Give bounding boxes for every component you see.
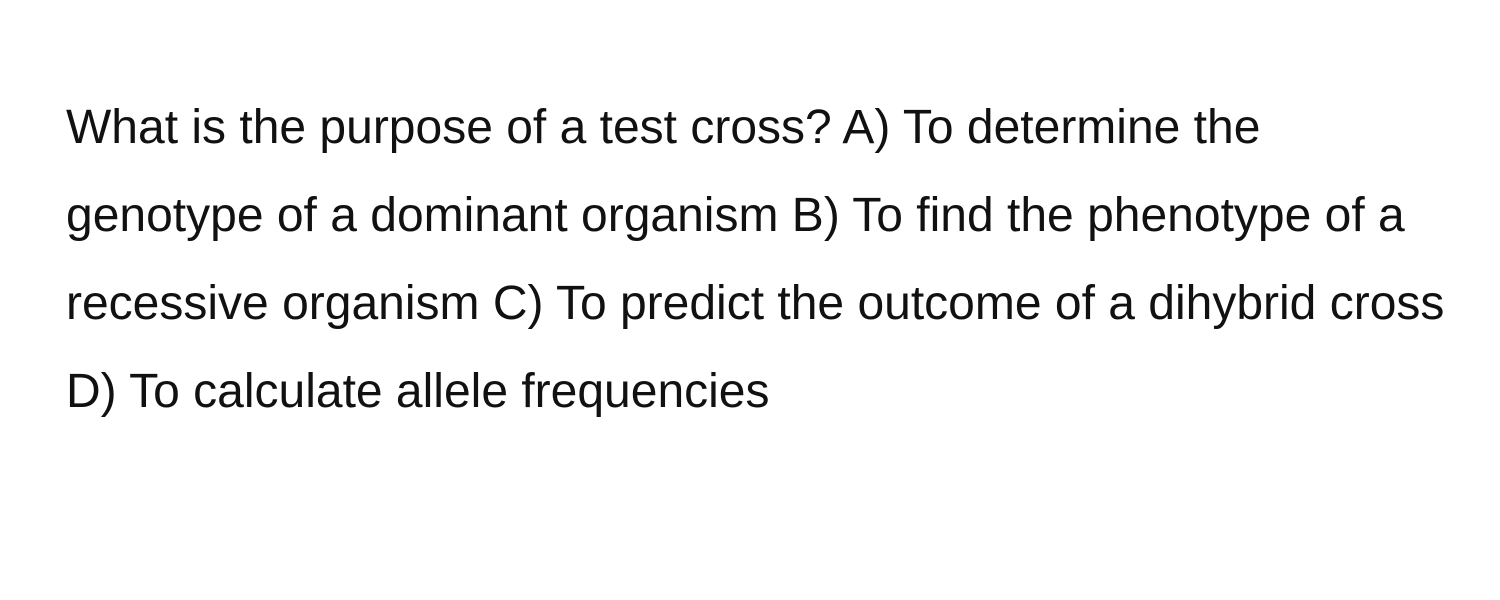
option-a: A) To determine the genotype of a dominant organism — [66, 101, 1261, 242]
question-paragraph — [66, 84, 1446, 436]
option-c: C) To predict the outcome of a dihybrid cross — [492, 277, 1445, 330]
question-text: What is the purpose of a test cross? — [66, 101, 832, 154]
option-d: D) To calculate allele frequencies — [66, 365, 770, 418]
option-b: B) To find the phenotype of a recessive organism — [66, 189, 1405, 330]
